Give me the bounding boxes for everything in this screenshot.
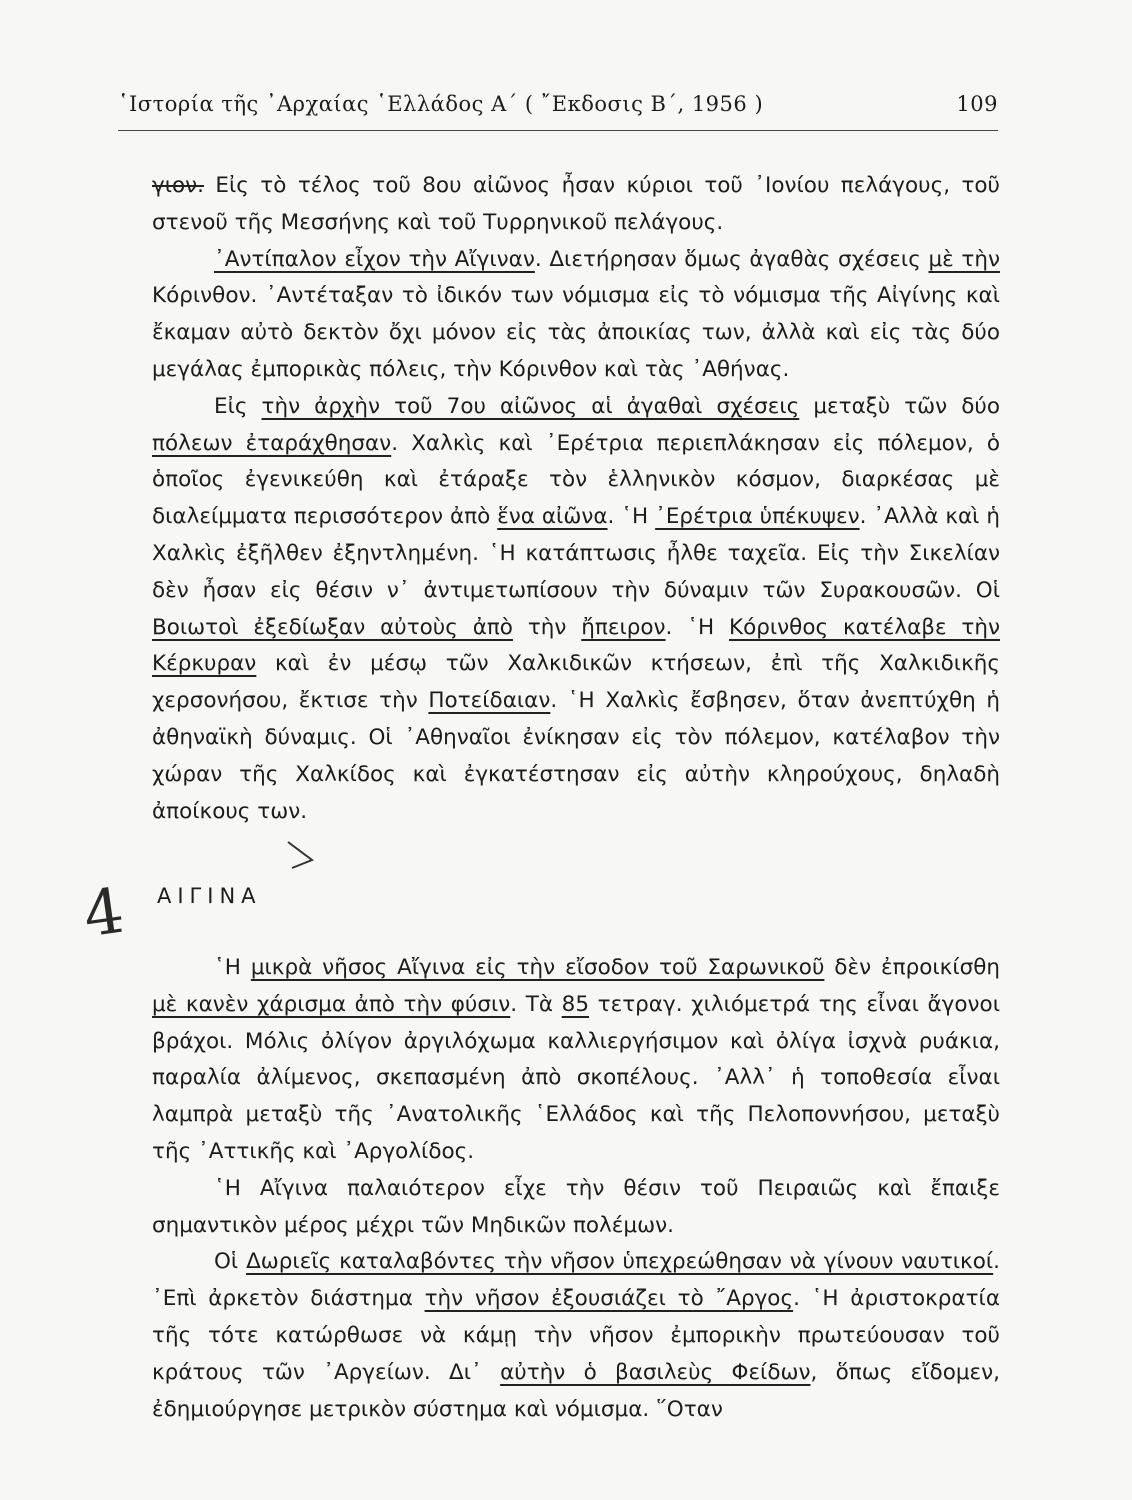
- underlined-text: τὴν νῆσον ἐξουσιάζει τὸ ῎Αργος: [424, 1286, 794, 1312]
- underlined-text: μικρὰ νῆσος Αἴγινα εἰς τὴν εἴσοδον τοῦ Σαρωνικοῦ: [250, 955, 825, 980]
- underlined-text: ᾿Αντίπαλον εἶχον τὴν Αἴγιναν: [214, 246, 535, 272]
- underlined-text: τὴν ἀρχὴν τοῦ 7ου αἰῶνος αἱ ἀγαθαὶ σχέσεις: [261, 393, 800, 419]
- paragraph: [152, 168, 1000, 242]
- text-run: ῾Η: [214, 955, 251, 980]
- underlined-text: πόλεων ἐταράχθησαν: [152, 430, 392, 456]
- text-run: τετραγ. χιλιόμετρά της εἶναι ἄγονοι βράχοι. Μόλις ὀλίγον ἀργιλόχωμα καλλιεργήσιμον καὶ ὀλίγα ἰσχνὰ ρυάκια, παραλία ἀλίμενος, σκεπασμένη ἀπὸ σκοπέλους. ᾿Αλλ᾿ ἡ τοποθεσία εἶναι λαμπρὰ μεταξὺ τῆς ᾿Ανατολικῆς ῾Ελλάδος καὶ τῆς Πελοποννήσου, μεταξὺ τῆς ᾿Αττικῆς καὶ ᾿Αργολίδος.: [152, 991, 1000, 1164]
- underlined-text: μὲ τὴν: [928, 246, 1000, 272]
- underlined-text: αὐτὴν ὁ βασιλεὺς Φείδων: [500, 1359, 811, 1385]
- paragraph: ῾Η Αἴγινα παλαιότερον εἶχε τὴν θέσιν τοῦ Πειραιῶς καὶ ἔπαιξε σημαντικὸν μέρος μέχρι τῶν Μηδικῶν πολέμων.: [152, 1175, 1000, 1238]
- text-run: Εἰς τὸ τέλος τοῦ 8ου αἰῶνος ἦσαν κύριοι τοῦ ᾿Ιονίου πελάγους, τοῦ στενοῦ τῆς Μεσσήνης καὶ τοῦ Τυρρηνικοῦ πελάγους.: [152, 173, 1000, 235]
- text-run: . ῾Η ἀριστοκρατία τῆς τότε κατώρθωσε νὰ κάμῃ τὴν νῆσον ἐμπορικὴν πρωτεύουσαν τοῦ κράτους τῶν ᾿Αργείων. Δι᾿: [152, 1286, 1000, 1385]
- page-number: 109: [956, 92, 998, 116]
- body-text-section-1: [152, 168, 1000, 830]
- underlined-text: μὲ κανὲν χάρισμα ἀπὸ τὴν φύσιν: [152, 991, 511, 1017]
- underlined-text: Κόρινθος κατέλαβε τὴν Κέρκυραν: [152, 614, 1001, 677]
- text-run: Εἰς: [214, 393, 262, 419]
- paragraph: [152, 950, 1000, 1171]
- text-run: καὶ ἐν μέσῳ τῶν Χαλκιδικῶν κτήσεων, ἐπὶ τῆς Χαλκιδικῆς χερσονήσου, ἔκτισε τὴν: [152, 651, 1000, 714]
- underlined-text: 85: [561, 991, 590, 1017]
- text-run: . ᾿Αλλὰ καὶ ἡ Χαλκὶς ἐξῆλθεν ἐξηντλημένη. ῾Η κατάπτωσις ἦλθε ταχεῖα. Εἰς τὴν Σικελίαν δὲν ἦσαν εἰς θέσιν ν᾿ ἀντιμετωπίσουν τὴν δύναμιν τῶν Συρακουσῶν. Οἱ: [152, 504, 1000, 603]
- text-run: . Χαλκὶς καὶ ᾿Ερέτρια περιεπλάκησαν εἰς πόλεμον, ὁ ὁποῖος ἐγενικεύθη καὶ ἐτάραξε τὸν ἑλληνικὸν κόσμον, διαρκέσας μὲ διαλείμματα περισσότερον ἀπὸ: [152, 430, 1000, 530]
- underlined-text: ἕνα αἰῶνα: [497, 504, 608, 530]
- underlined-text: Βοιωτοὶ ἐξεδίωξαν αὐτοὺς ἀπὸ: [152, 614, 513, 640]
- text-run: . ῾Η Χαλκὶς ἔσβησεν, ὅταν ἀνεπτύχθη ἡ ἀθηναϊκὴ δύναμις. Οἱ ᾿Αθηναῖοι ἐνίκησαν εἰς τὸν πόλεμον, κατέλαβον τὴν χώραν τῆς Χαλκίδος καὶ ἐγκατέστησαν εἰς αὐτὴν κληρούχους, δηλαδὴ ἀποίκους των.: [152, 688, 1000, 824]
- text-run: δὲν ἐπροικίσθη: [824, 955, 1000, 980]
- paragraph: [152, 1244, 1000, 1428]
- text-run: . ῾Η: [607, 504, 656, 530]
- handwritten-arrow-mark: [288, 842, 312, 868]
- underlined-text: Ποτείδαιαν: [428, 688, 551, 714]
- underlined-text: Δωριεῖς καταλαβόντες τὴν νῆσον ὑπεχρεώθησαν νὰ γίνουν ναυτικοί: [246, 1249, 994, 1275]
- text-run: Οἱ: [214, 1249, 247, 1275]
- struck-text: γιον.: [152, 173, 204, 198]
- text-run: . Διετήρησαν ὅμως ἀγαθὰς σχέσεις: [534, 246, 929, 272]
- text-run: τὴν: [512, 614, 582, 640]
- body-text-section-2: [152, 950, 1000, 1428]
- text-run: . Τὰ: [510, 991, 562, 1017]
- text-run: , ὅπως εἴδομεν, ἐδημιούργησε μετρικὸν σύστημα καὶ νόμισμα. ῞Οταν: [152, 1359, 1001, 1422]
- text-run: μεταξὺ τῶν δύο: [799, 393, 1000, 419]
- header-rule: [118, 130, 998, 131]
- section-heading: ΑΙΓΙΝΑ: [157, 884, 262, 908]
- paragraph: [152, 242, 1000, 389]
- text-run: . ᾿Επὶ ἀρκετὸν διάστημα: [152, 1249, 1000, 1312]
- handwritten-margin-number: 4: [79, 873, 129, 952]
- running-title: ῾Ιστορία τῆς ᾿Αρχαίας ῾Ελλάδος Α΄ ( ῎Εκδοσις Β΄, 1956 ): [118, 92, 764, 116]
- underlined-text: ᾿Ερέτρια ὑπέκυψεν: [655, 504, 860, 530]
- paragraph: [152, 389, 1000, 831]
- text-run: Κόρινθον. ᾿Αντέταξαν τὸ ἰδικόν των νόμισμα εἰς τὸ νόμισμα τῆς Αἰγίνης καὶ ἔκαμαν αὐτὸ δεκτὸν ὄχι μόνον εἰς τὰς ἀποικίας των, ἀλλὰ καὶ εἰς τὰς δύο μεγάλας ἐμπορικὰς πόλεις, τὴν Κόρινθον καὶ τὰς ᾿Αθήνας.: [152, 283, 1000, 382]
- underlined-text: ἤπειρον: [581, 614, 666, 640]
- text-run: . ῾Η: [665, 614, 729, 640]
- running-header: [118, 92, 998, 116]
